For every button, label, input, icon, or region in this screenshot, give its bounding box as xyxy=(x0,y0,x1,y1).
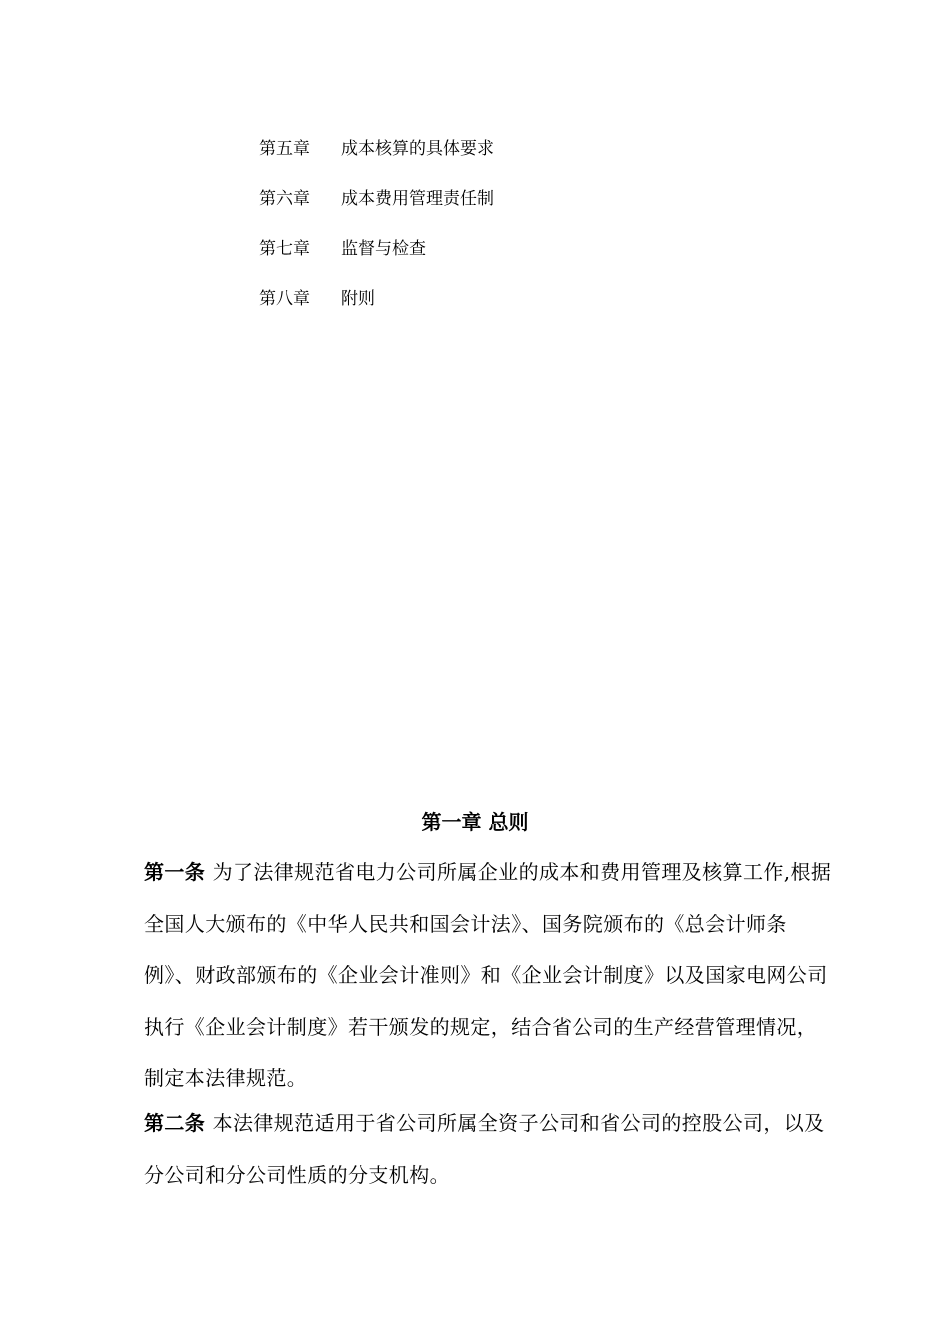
toc-chapter-title: 成本费用管理责任制 xyxy=(341,189,494,209)
toc-chapter-title: 成本核算的具体要求 xyxy=(341,139,494,159)
toc-chapter-number: 第八章 xyxy=(259,289,310,309)
chapter-heading: 第一章 总则 xyxy=(421,810,529,834)
toc-chapter-number: 第六章 xyxy=(259,189,310,209)
toc-chapter-title: 监督与检查 xyxy=(341,239,426,259)
article-text: 为了法律规范省电力公司所属企业的成本和费用管理及核算工作,根据全国人大颁布的《中华人民共和国会计法》、国务院颁布的《总会计师条例》、财政部颁布的《企业会计准则》和《企业会计制度》以及国家电网公司执行《企业会计制度》若干颁发的规定，结合省公司的生产经营管理情况，制定本法律规范。 xyxy=(144,860,832,1090)
table-of-contents xyxy=(259,134,494,334)
article-paragraph xyxy=(144,847,834,1105)
toc-chapter-number: 第五章 xyxy=(259,139,310,159)
article-label: 第一条 xyxy=(144,860,213,884)
article-paragraph xyxy=(144,1098,834,1201)
toc-item xyxy=(259,184,494,234)
article-text: 本法律规范适用于省公司所属全资子公司和省公司的控股公司，以及分公司和分公司性质的分支机构。 xyxy=(144,1111,825,1187)
toc-item xyxy=(259,234,494,284)
toc-item xyxy=(259,134,494,184)
toc-chapter-number: 第七章 xyxy=(259,239,310,259)
article-label: 第二条 xyxy=(144,1111,213,1135)
toc-item xyxy=(259,284,494,334)
toc-chapter-title: 附则 xyxy=(341,289,375,309)
